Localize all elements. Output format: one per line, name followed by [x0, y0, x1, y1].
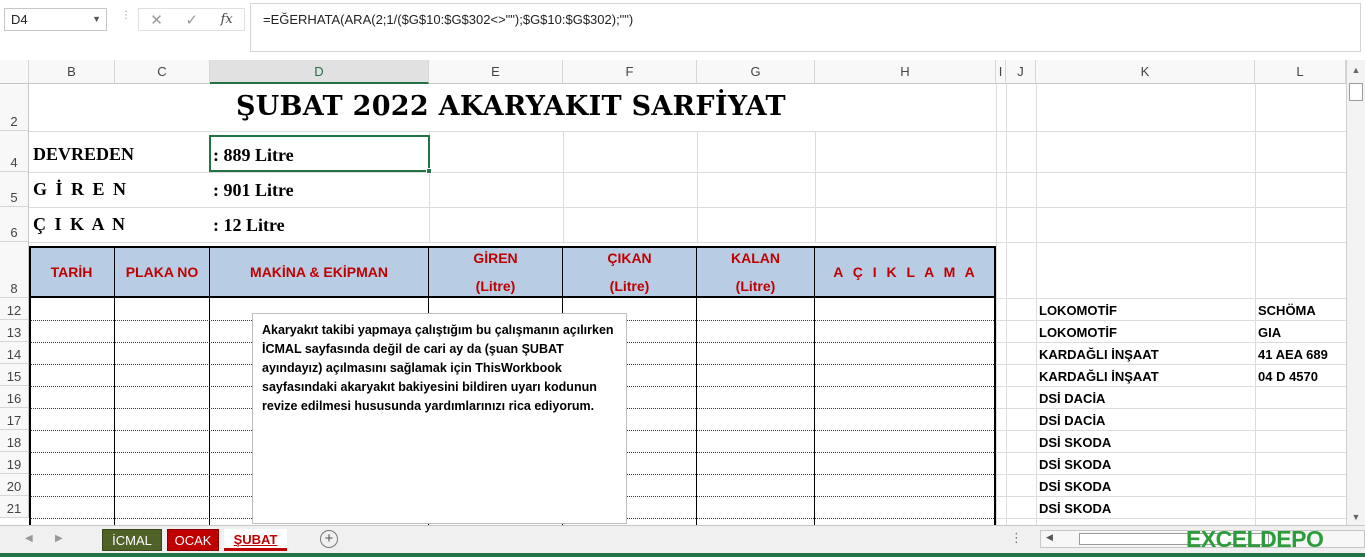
list-item-k21[interactable]: DSİ SKODA — [1039, 501, 1112, 516]
list-item-k17[interactable]: DSİ DACİA — [1039, 413, 1106, 428]
chevron-down-icon[interactable]: ▼ — [92, 14, 101, 24]
header-giren — [429, 246, 562, 298]
header-cikan-label: ÇIKAN — [607, 250, 652, 266]
gridline — [996, 386, 1346, 387]
list-item-k12[interactable]: LOKOMOTİF — [1039, 303, 1117, 318]
gridline — [29, 131, 1346, 132]
header-kalan-unit: (Litre) — [735, 278, 776, 294]
row-header-15[interactable]: 15 — [0, 364, 29, 386]
header-makina-label: MAKİNA & EKİPMAN — [250, 264, 388, 280]
column-header-f[interactable]: F — [563, 60, 697, 84]
gridline — [1255, 84, 1256, 525]
column-header-j[interactable]: J — [1006, 60, 1036, 84]
list-item-l14[interactable]: 41 AEA 689 — [1258, 347, 1328, 362]
name-box[interactable] — [4, 8, 107, 31]
column-header-h[interactable]: H — [815, 60, 996, 84]
column-header-k[interactable]: K — [1036, 60, 1255, 84]
column-separator — [114, 298, 115, 525]
summary-value-devreden[interactable]: : 889 Litre — [213, 145, 294, 165]
list-item-k18[interactable]: DSİ SKODA — [1039, 435, 1112, 450]
row-header-16[interactable]: 16 — [0, 386, 29, 408]
note-textbox[interactable]: Akaryakıt takibi yapmaya çalıştığım bu çalışmanın açılırken İCMAL sayfasında değil de cari ay da (şuan ŞUBAT ayındayız) açılmasını sağlamak için ThisWorkbook sayfasındaki akaryakıt bakiyesini bildiren uyarı kodunun revize edilmesi hususunda yardımlarınızı rica ediyorum. — [252, 313, 627, 524]
gridline — [996, 518, 1346, 519]
more-icon: ⋮ — [1010, 530, 1023, 545]
header-makina — [210, 246, 428, 298]
tab-subat[interactable]: ŞUBAT — [224, 529, 287, 551]
column-header-e[interactable]: E — [429, 60, 563, 84]
header-aciklama-label: A Ç I K L A M A — [833, 264, 978, 280]
row-header-17[interactable]: 17 — [0, 408, 29, 430]
more-icon: ⋮ — [121, 10, 131, 21]
tab-ocak[interactable]: OCAK — [167, 529, 219, 551]
fill-handle[interactable] — [426, 168, 432, 174]
watermark-text: EXCELDEPO — [1186, 526, 1324, 552]
row-header-20[interactable]: 20 — [0, 474, 29, 496]
header-kalan — [697, 246, 814, 298]
list-item-k15[interactable]: KARDAĞLI İNŞAAT — [1039, 369, 1159, 384]
summary-value-cikan[interactable]: : 12 Litre — [213, 215, 285, 235]
row-header-12[interactable]: 12 — [0, 298, 29, 320]
confirm-icon[interactable]: ✓ — [185, 11, 198, 29]
column-header-l[interactable]: L — [1255, 60, 1346, 84]
row-header-5[interactable]: 5 — [0, 172, 29, 207]
formula-buttons — [138, 8, 245, 31]
row-header-19[interactable]: 19 — [0, 452, 29, 474]
list-item-l13[interactable]: GIA — [1258, 325, 1282, 340]
column-header-i[interactable]: I — [996, 60, 1006, 84]
gridline — [697, 131, 698, 242]
header-giren-unit: (Litre) — [475, 278, 516, 294]
gridline — [996, 430, 1346, 431]
header-cikan — [563, 246, 696, 298]
name-box-value: D4 — [11, 12, 28, 27]
gridline — [996, 408, 1346, 409]
gridline — [1006, 84, 1007, 525]
row-header-21[interactable]: 21 — [0, 496, 29, 518]
summary-label-cikan: Ç I K A N — [33, 214, 128, 234]
gridline — [996, 320, 1346, 321]
watermark-logo — [1186, 526, 1323, 553]
gridline — [29, 172, 1346, 173]
header-plaka — [115, 246, 209, 298]
formula-bar — [0, 0, 1365, 60]
column-header-g[interactable]: G — [697, 60, 815, 84]
gridline — [29, 242, 1346, 243]
header-tarih-label: TARİH — [50, 264, 93, 280]
row-header-18[interactable]: 18 — [0, 430, 29, 452]
list-item-k19[interactable]: DSİ SKODA — [1039, 457, 1112, 472]
column-separator — [696, 298, 697, 525]
scroll-thumb[interactable] — [1349, 83, 1363, 101]
vertical-scrollbar[interactable] — [1346, 60, 1365, 525]
tab-next-icon[interactable]: ▶ — [55, 533, 63, 544]
scroll-left-icon[interactable]: ◀ — [1046, 532, 1053, 542]
list-item-k13[interactable]: LOKOMOTİF — [1039, 325, 1117, 340]
gridline — [563, 131, 564, 242]
active-cell-d4[interactable] — [209, 135, 430, 172]
header-tarih — [29, 246, 114, 298]
list-item-k20[interactable]: DSİ SKODA — [1039, 479, 1112, 494]
add-sheet-button[interactable]: + — [320, 530, 338, 548]
column-separator — [814, 298, 815, 525]
header-aciklama — [815, 246, 996, 298]
gridline — [996, 298, 1346, 299]
gridline — [996, 364, 1346, 365]
scroll-up-icon[interactable]: ▲ — [1351, 65, 1361, 75]
header-giren-label: GİREN — [473, 250, 518, 266]
sheet-title: ŞUBAT 2022 AKARYAKIT SARFİYAT — [236, 91, 786, 122]
tab-prev-icon[interactable]: ◀ — [25, 533, 33, 544]
gridline — [996, 84, 997, 525]
gridline — [996, 452, 1346, 453]
summary-label-devreden: DEVREDEN — [33, 144, 135, 164]
gridline — [29, 207, 1346, 208]
column-header-c[interactable]: C — [115, 60, 210, 84]
row-header-8[interactable]: 8 — [0, 242, 29, 298]
row-header-14[interactable]: 14 — [0, 342, 29, 364]
column-header-b[interactable]: B — [29, 60, 115, 84]
header-plaka-label: PLAKA NO — [125, 264, 199, 280]
gridline — [815, 131, 816, 242]
tab-icmal[interactable]: İCMAL — [102, 529, 162, 551]
column-header-d[interactable]: D — [210, 60, 429, 84]
formula-input[interactable]: =EĞERHATA(ARA(2;1/($G$10:$G$302<>"");$G$10:$G$302);"") — [250, 3, 1361, 52]
header-cikan-unit: (Litre) — [609, 278, 650, 294]
column-separator — [209, 298, 210, 525]
row-header-2[interactable]: 2 — [0, 84, 29, 131]
list-item-k16[interactable]: DSİ DACİA — [1039, 391, 1106, 406]
status-strip — [0, 553, 1365, 557]
row-header-4[interactable]: 4 — [0, 131, 29, 172]
row-header-13[interactable]: 13 — [0, 320, 29, 342]
insert-function-icon[interactable]: fx — [220, 12, 233, 27]
gridline — [996, 342, 1346, 343]
select-all-corner[interactable] — [0, 60, 29, 84]
list-item-l12[interactable]: SCHÖMA — [1258, 303, 1316, 318]
list-item-k14[interactable]: KARDAĞLI İNŞAAT — [1039, 347, 1159, 362]
scroll-down-icon[interactable]: ▼ — [1351, 512, 1361, 522]
header-kalan-label: KALAN — [731, 250, 780, 266]
gridline — [996, 496, 1346, 497]
gridline — [996, 474, 1346, 475]
cancel-icon[interactable]: ✕ — [150, 11, 163, 29]
row-header-6[interactable]: 6 — [0, 207, 29, 242]
list-item-l15[interactable]: 04 D 4570 — [1258, 369, 1318, 384]
summary-label-giren: G İ R E N — [33, 179, 129, 199]
summary-value-giren[interactable]: : 901 Litre — [213, 180, 294, 200]
gridline — [1036, 84, 1037, 525]
